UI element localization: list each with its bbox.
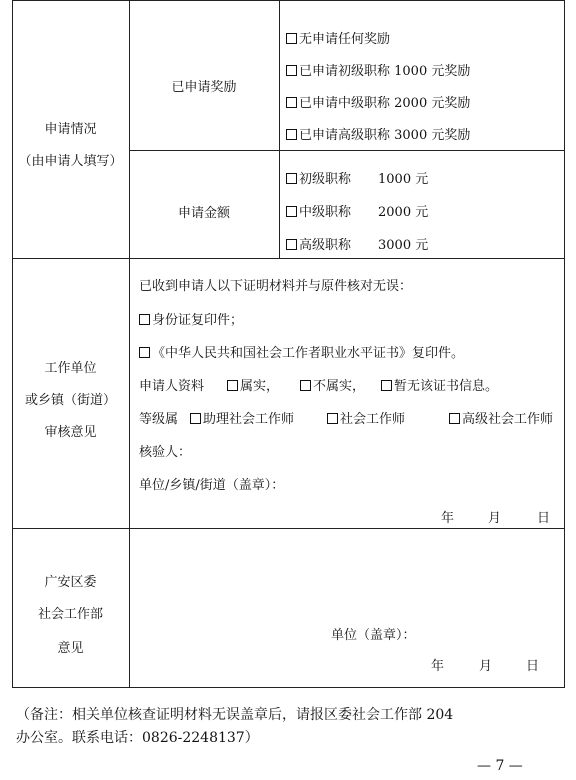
amount-option: 初级职称 [286, 168, 351, 187]
checkbox[interactable] [227, 380, 238, 391]
amount-value: 1000 元 [378, 172, 429, 187]
doc-certificate-copy: 《中华人民共和国社会工作者职业水平证书》复印件。 [139, 342, 464, 361]
date-month: 月 [488, 511, 502, 526]
date-year: 年 [431, 659, 445, 674]
checkbox[interactable] [286, 239, 297, 250]
reward-option: 无申请任何奖励 [286, 28, 390, 47]
checkbox[interactable] [139, 347, 150, 358]
seal-label: 单位/乡镇/街道（盖章）： [139, 478, 285, 493]
checkbox[interactable] [381, 380, 392, 391]
row-divider-reward [129, 150, 565, 151]
checkbox[interactable] [286, 33, 297, 44]
section3-label-line1: 广安区委 [44, 575, 97, 590]
verification-intro: 已收到申请人以下证明材料并与原件核对无误： [139, 279, 413, 294]
section2-label-line3: 审核意见 [44, 425, 97, 440]
checkbox[interactable] [139, 314, 150, 325]
amount-value: 2000 元 [378, 205, 429, 220]
info-option-none: 暂无该证书信息。 [381, 375, 498, 394]
table-bottom-border [12, 687, 565, 688]
reward-option: 已申请中级职称 2000 元奖励 [286, 92, 470, 111]
checkbox[interactable] [286, 129, 297, 140]
row-divider-section1 [12, 258, 565, 259]
checkbox[interactable] [449, 413, 460, 424]
checkbox[interactable] [286, 206, 297, 217]
subcolumn-divider [279, 0, 280, 258]
page-number: — 7 — [477, 758, 523, 774]
column-divider [129, 0, 130, 688]
checkbox[interactable] [286, 65, 297, 76]
amount-value: 3000 元 [378, 238, 429, 253]
reward-option: 已申请初级职称 1000 元奖励 [286, 60, 470, 79]
checkbox[interactable] [300, 380, 311, 391]
reward-label: 已申请奖励 [171, 80, 237, 95]
amount-label: 申请金额 [177, 206, 230, 221]
level-option-assistant: 助理社会工作师 [190, 408, 294, 427]
info-label: 申请人资料 [139, 379, 205, 394]
date-year: 年 [441, 511, 455, 526]
level-option-worker: 社会工作师 [327, 408, 405, 427]
amount-option: 高级职称 [286, 234, 351, 253]
doc-id-copy: 身份证复印件； [139, 309, 243, 328]
section2-label-line1: 工作单位 [44, 361, 97, 376]
verifier-label: 核验人： [139, 445, 192, 460]
reward-option: 已申请高级职称 3000 元奖励 [286, 124, 470, 143]
row-divider-section2 [12, 528, 565, 529]
level-option-senior: 高级社会工作师 [449, 408, 553, 427]
section3-label-line2: 社会工作部 [37, 607, 103, 622]
level-label: 等级属 [139, 412, 179, 427]
checkbox[interactable] [286, 97, 297, 108]
checkbox[interactable] [286, 173, 297, 184]
seal-label-committee: 单位（盖章）： [331, 628, 416, 643]
checkbox[interactable] [327, 413, 338, 424]
table-right-border [564, 0, 565, 688]
date-month: 月 [479, 659, 493, 674]
amount-option: 中级职称 [286, 201, 351, 220]
note-line1: （备注：相关单位核查证明材料无误盖章后，请报区委社会工作部 204 [16, 707, 454, 723]
section3-label-line3: 意见 [57, 641, 84, 656]
info-option-false: 不属实， [300, 375, 365, 394]
date-day: 日 [537, 511, 551, 526]
section2-label-line2: 或乡镇（街道） [24, 393, 116, 408]
note-line2: 办公室。联系电话：0826-2248137） [16, 730, 259, 746]
table-top-border [12, 0, 565, 1]
info-option-true: 属实， [227, 375, 279, 394]
section1-label-line2: （由申请人填写） [18, 154, 123, 169]
section1-label-line1: 申请情况 [44, 122, 97, 137]
date-day: 日 [526, 659, 540, 674]
checkbox[interactable] [190, 413, 201, 424]
